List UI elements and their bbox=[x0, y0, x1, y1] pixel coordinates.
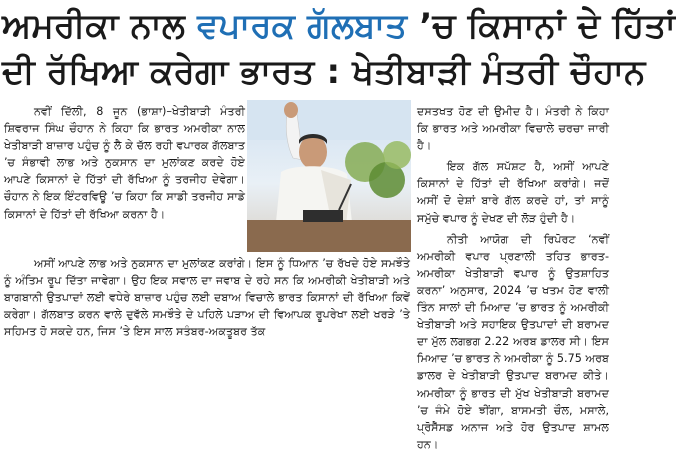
article-paragraph: ਨਵੀਂ ਦਿੱਲੀ, 8 ਜੂਨ (ਭਾਸ਼ਾ)–ਖੇਤੀਬਾੜੀ ਮੰਤਰੀ ਸ਼ਿਵਰਾਜ ਸਿੰਘ ਚੌਹਾਨ ਨੇ ਕਿਹਾ ਕਿ ਭਾਰਤ ਅਮਰੀਕਾ ਨਾਲ ਖੇਤੀਬਾੜੀ ਬਾਜ਼ਾਰ ਪਹੁੰਚ ਨੂੰ ਲੈ ਕੇ ਚੱਲ ਰਹੀ ਵਪਾਰਕ ਗੱਲਬਾਤ ’ਚ ਸੰਭਾਵੀ ਲਾਭ ਅਤੇ ਨੁਕਸਾਨ ਦਾ ਮੁਲਾਂਕਣ ਕਰਦੇ ਹੋਏ ਆਪਣੇ ਕਿਸਾਨਾਂ ਦੇ ਹਿੱਤਾਂ ਦੀ ਰੱਖਿਆ ਨੂੰ ਤਰਜੀਹ ਦੇਵੇਗਾ। ਚੌਹਾਨ ਨੇ ਇਕ ਇੰਟਰਵਿਊ ’ਚ ਕਿਹਾ ਕਿ ਸਾਡੀ ਤਰਜੀਹ ਸਾਡੇ ਕਿਸਾਨਾਂ ਦੇ ਹਿੱਤਾਂ ਦੀ ਰੱਖਿਆ ਕਰਨਾ ਹੈ। bbox=[4, 105, 245, 221]
minister-figure bbox=[247, 100, 411, 252]
headline-line-2: ਦੀ ਰੱਖਿਆ ਕਰੇਗਾ ਭਾਰਤ : ਖੇਤੀਬਾੜੀ ਮੰਤਰੀ ਚੌਹਾਨ bbox=[2, 52, 646, 92]
article-paragraph: ਅਸੀਂ ਆਪਣੇ ਲਾਭ ਅਤੇ ਨੁਕਸਾਨ ਦਾ ਮੁਲਾਂਕਣ ਕਰਾਂਗੇ। ਇਸ ਨੂੰ ਧਿਆਨ ’ਚ ਰੱਖਦੇ ਹੋਏ ਸਮਝੌਤੇ ਨੂੰ ਅੰਤਿਮ ਰੂਪ ਦਿੱਤਾ ਜਾਵੇਗਾ। ਉਹ ਇਕ ਸਵਾਲ ਦਾ ਜਵਾਬ ਦੇ ਰਹੇ ਸਨ ਕਿ ਅਮਰੀਕੀ ਖੇਤੀਬਾੜੀ ਅਤੇ ਬਾਗਬਾਨੀ ਉਤਪਾਦਾਂ ਲਈ ਵਧੇਰੇ ਬਾਜ਼ਾਰ ਪਹੁੰਚ ਲਈ ਦਬਾਅ ਵਿਚਾਲੇ ਭਾਰਤ ਕਿਸਾਨਾਂ ਦੀ ਰੱਖਿਆ ਕਿਵੇਂ ਕਰੇਗਾ। ਗੱਲਬਾਤ ਕਰਨ ਵਾਲੇ ਦੁਵੱਲੇ ਸਮਝੌਤੇ ਦੇ ਪਹਿਲੇ ਪੜਾਅ ਦੀ ਵਿਆਪਕ ਰੂਪਰੇਖਾ ਲਈ ਖਰੜੇ ’ਤੇ ਸਹਿਮਤ ਹੋ ਸਕਦੇ ਹਨ, ਜਿਸ ’ਤੇ ਇਸ ਸਾਲ ਸਤੰਬਰ-ਅਕਤੂਬਰ ਤੱਕ bbox=[4, 257, 410, 339]
headline-part-b: ’ਚ ਕਿਸਾਨਾਂ ਦੇ ਹਿੱਤਾਂ bbox=[407, 6, 676, 46]
article-paragraph: ਇਕ ਗੱਲ ਸਪੱਸ਼ਟ ਹੈ, ਅਸੀਂ ਆਪਣੇ ਕਿਸਾਨਾਂ ਦੇ ਹਿੱਤਾਂ ਦੀ ਰੱਖਿਆ ਕਰਾਂਗੇ। ਜਦੋਂ ਅਸੀਂ ਦੋ ਦੇਸ਼ਾਂ ਬਾਰੇ ਗੱਲ ਕਰਦੇ ਹਾਂ, ਤਾਂ ਸਾਨੂੰ ਸਮੁੱਚੇ ਵਪਾਰ ਨੂੰ ਦੇਖਣ ਦੀ ਲੋੜ ਹੁੰਦੀ ਹੈ। bbox=[417, 160, 609, 225]
article-paragraph: ਦਸਤਖਤ ਹੋਣ ਦੀ ਉਮੀਦ ਹੈ। ਮੰਤਰੀ ਨੇ ਕਿਹਾ ਕਿ ਭਾਰਤ ਅਤੇ ਅਮਰੀਕਾ ਵਿਚਾਲੇ ਚਰਚਾ ਜਾਰੀ ਹੈ। bbox=[417, 105, 609, 153]
headline-line-1 bbox=[0, 0, 676, 52]
headline-accent: ਵਪਾਰਕ ਗੱਲਬਾਤ bbox=[197, 6, 408, 46]
headline-part-a: ਅਮਰੀਕਾ ਨਾਲ bbox=[2, 6, 198, 46]
article-column-left bbox=[4, 103, 245, 223]
article-column-left-continued bbox=[4, 255, 410, 340]
minister-photo bbox=[247, 100, 411, 252]
article-paragraph: ਨੀਤੀ ਆਯੋਗ ਦੀ ਰਿਪੋਰਟ ‘ਨਵੀਂ ਅਮਰੀਕੀ ਵਪਾਰ ਪ੍ਰਣਾਲੀ ਤਹਿਤ ਭਾਰਤ-ਅਮਰੀਕਾ ਖੇਤੀਬਾੜੀ ਵਪਾਰ ਨੂੰ ਉਤਸ਼ਾਹਿਤ ਕਰਨਾ’ ਅਨੁਸਾਰ, 2024 ’ਚ ਖਤਮ ਹੋਣ ਵਾਲੀ ਤਿੰਨ ਸਾਲਾਂ ਦੀ ਮਿਆਦ ’ਚ ਭਾਰਤ ਨੂੰ ਅਮਰੀਕੀ ਖੇਤੀਬਾੜੀ ਅਤੇ ਸਹਾਇਕ ਉਤਪਾਦਾਂ ਦੀ ਬਰਾਮਦ ਦਾ ਮੁੱਲ ਲਗਭਗ 2.22 ਅਰਬ ਡਾਲਰ ਸੀ। ਇਸ ਮਿਆਦ ’ਚ ਭਾਰਤ ਨੇ ਅਮਰੀਕਾ ਨੂੰ 5.75 ਅਰਬ ਡਾਲਰ ਦੇ ਖੇਤੀਬਾੜੀ ਉਤਪਾਦ ਬਰਾਮਦ ਕੀਤੇ। ਅਮਰੀਕਾ ਨੂੰ ਭਾਰਤ ਦੀ ਮੁੱਖ ਖੇਤੀਬਾੜੀ ਬਰਾਮਦ ’ਚ ਜੰਮੇ ਹੋਏ ਝੀਂਗਾ, ਬਾਸਮਤੀ ਚੌਲ, ਮਸਾਲੇ, ਪ੍ਰੋਸੈੱਸਡ ਅਨਾਜ ਅਤੇ ਹੋਰ ਉਤਪਾਦ ਸ਼ਾਮਲ ਹਨ। bbox=[417, 232, 609, 451]
article-column-right bbox=[417, 103, 609, 453]
